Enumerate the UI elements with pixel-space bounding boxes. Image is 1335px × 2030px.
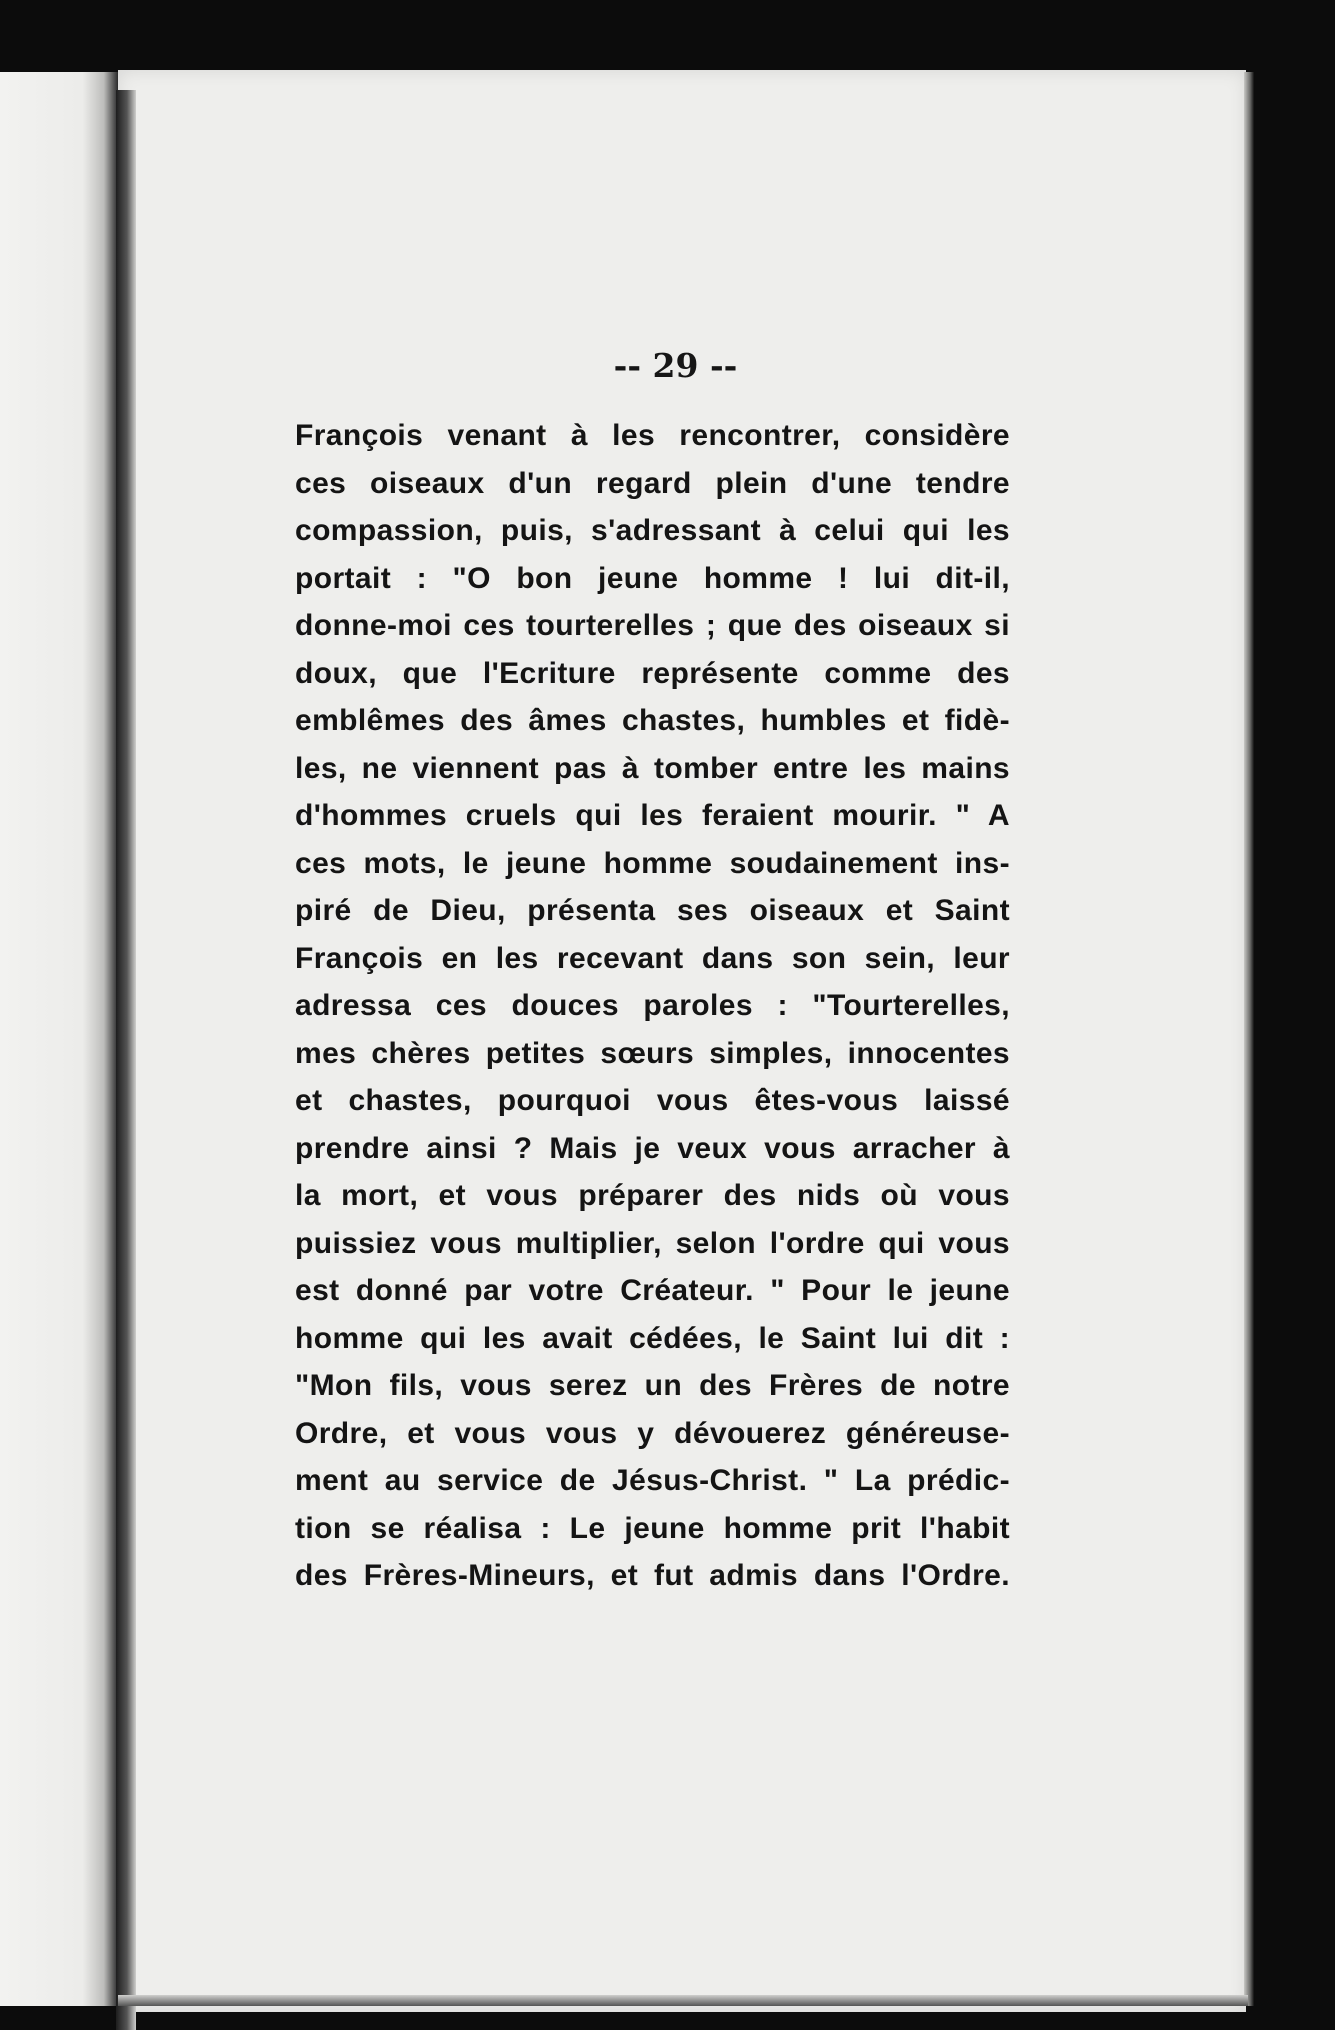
text-line: et chastes, pourquoi vous êtes-vous laissé <box>295 1084 1010 1117</box>
text-line: piré de Dieu, présenta ses oiseaux et Saint <box>295 894 1010 927</box>
body-text <box>295 412 1010 1600</box>
text-line: ment au service de Jésus-Christ. " La prédic- <box>295 1464 1010 1497</box>
text-line: François en les recevant dans son sein, leur <box>295 941 1010 975</box>
text-line: doux, que l'Ecriture représente comme des <box>295 656 1010 690</box>
page-number <box>0 346 1335 385</box>
text-line: Ordre, et vous vous y dévouerez généreuse- <box>295 1416 1010 1450</box>
text-line: tion se réalisa : Le jeune homme prit l'habit <box>295 1511 1010 1545</box>
text-line: adressa ces douces paroles : "Tourterelles, <box>295 989 1010 1022</box>
text-line: "Mon fils, vous serez un des Frères de notre <box>295 1369 1010 1402</box>
text-line: la mort, et vous préparer des nids où vous <box>295 1179 1010 1212</box>
text-line: puissiez vous multiplier, selon l'ordre qui vous <box>295 1226 1010 1260</box>
text-line: emblêmes des âmes chastes, humbles et fidè- <box>295 704 1010 737</box>
text-line: portait : "O bon jeune homme ! lui dit-il, <box>295 561 1010 595</box>
page-number-text: -- 29 -- <box>613 346 738 385</box>
text-line: prendre ainsi ? Mais je veux vous arracher à <box>295 1131 1010 1165</box>
text-line: ces mots, le jeune homme soudainement ins- <box>295 846 1010 880</box>
text-line: est donné par votre Créateur. " Pour le jeune <box>295 1274 1010 1307</box>
text-line: les, ne viennent pas à tomber entre les mains <box>295 751 1010 785</box>
text-line: mes chères petites sœurs simples, innocentes <box>295 1036 1010 1070</box>
text-line: François venant à les rencontrer, considère <box>295 419 1010 452</box>
page-bottom-edge <box>118 1995 1248 2006</box>
text-line: donne-moi ces tourterelles ; que des oiseaux si <box>295 609 1010 642</box>
text-line: homme qui les avait cédées, le Saint lui dit : <box>295 1321 1010 1355</box>
text-line: ces oiseaux d'un regard plein d'une tendre <box>295 466 1010 500</box>
text-line: compassion, puis, s'adressant à celui qui les <box>295 514 1010 547</box>
text-line: d'hommes cruels qui les feraient mourir. " A <box>295 799 1010 832</box>
text-line: des Frères-Mineurs, et fut admis dans l'Ordre. <box>295 1559 1010 1592</box>
